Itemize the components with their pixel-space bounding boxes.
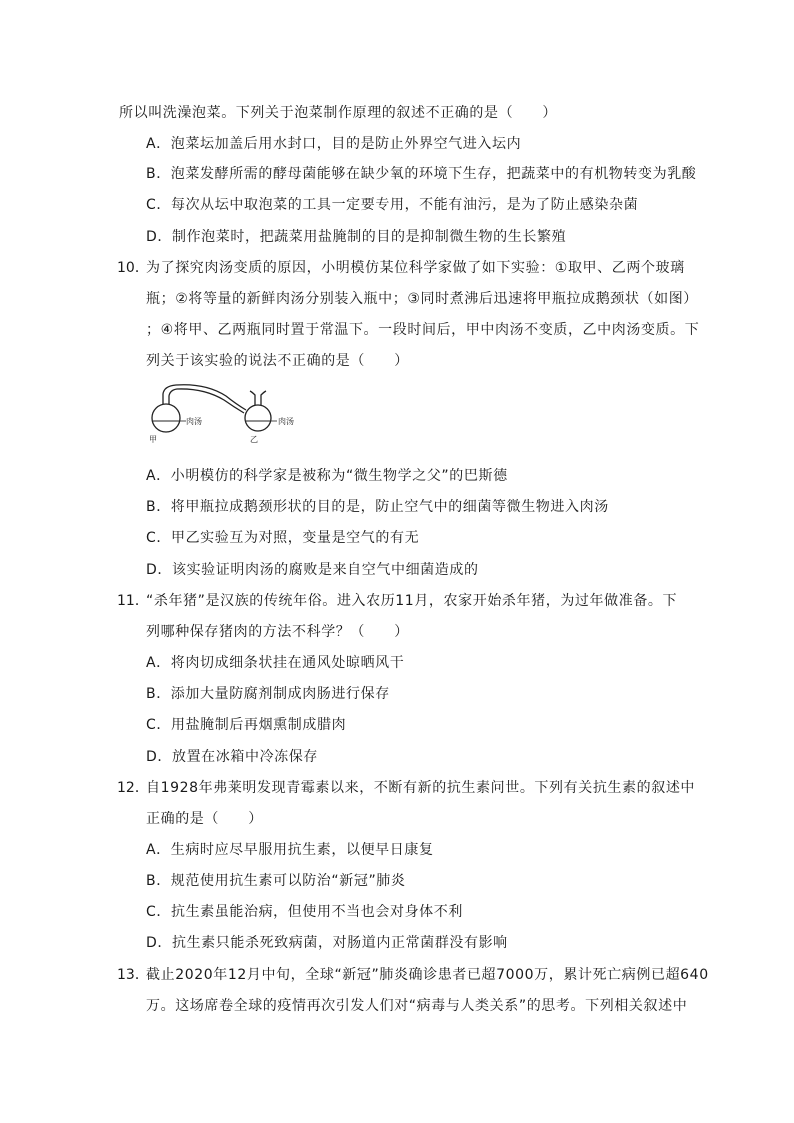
q12-stem-line-2: 正确的是（ ） (146, 811, 263, 827)
swan-neck-flask-figure (146, 380, 316, 446)
q11-option-a: A．将肉切成细条状挂在通风处晾晒风干 (146, 655, 405, 671)
q13-stem-line-2: 万。这场席卷全球的疫情再次引发人们对“病毒与人类关系”的思考。下列相关叙述中 (146, 998, 688, 1014)
q12-stem-line-1: 自1928年弗莱明发现青霉素以来，不断有新的抗生素问世。下列有关抗生素的叙述中 (146, 780, 696, 796)
q9-stem-tail: 所以叫洗澡泡菜。下列关于泡菜制作原理的叙述不正确的是（ ） (119, 105, 557, 121)
q10-option-c: C．甲乙实验互为对照，变量是空气的有无 (146, 530, 420, 546)
q9-option-c: C．每次从坛中取泡菜的工具一定要专用，不能有油污，是为了防止感染杂菌 (146, 197, 639, 213)
q10-number: 10． (117, 260, 149, 276)
q11-stem-line-1: “杀年猪”是汉族的传统年俗。进入农历11月，农家开始杀年猪，为过年做准备。下 (146, 593, 678, 609)
q11-stem-line-2: 列哪种保存猪肉的方法不科学？（ ） (146, 624, 409, 640)
q10-option-b: B．将甲瓶拉成鹅颈形状的目的是，防止空气中的细菌等微生物进入肉汤 (146, 499, 609, 515)
q12-number: 12． (117, 780, 149, 796)
q9-option-b: B．泡菜发酵所需的酵母菌能够在缺少氧的环境下生存，把蔬菜中的有机物转变为乳酸 (146, 166, 697, 182)
q12-option-b: B．规范使用抗生素可以防治“新冠”肺炎 (146, 873, 406, 889)
q13-stem-line-1: 截止2020年12月中旬，全球“新冠”肺炎确诊患者已超7000万，累计死亡病例已超640 (146, 967, 709, 983)
flask-b-label: 乙 (250, 435, 258, 444)
broth-label-a: 肉汤 (186, 417, 202, 426)
q10-option-d: D．该实验证明肉汤的腐败是来自空气中细菌造成的 (146, 562, 479, 578)
q11-option-b: B．添加大量防腐剂制成肉肠进行保存 (146, 686, 390, 702)
q11-number: 11． (117, 593, 149, 609)
q9-option-a: A．泡菜坛加盖后用水封口，目的是防止外界空气进入坛内 (146, 136, 522, 152)
q9-option-d: D．制作泡菜时，把蔬菜用盐腌制的目的是抑制微生物的生长繁殖 (146, 229, 567, 245)
q12-option-a: A．生病时应尽早服用抗生素，以便早日康复 (146, 842, 434, 858)
q10-stem-line-1: 为了探究肉汤变质的原因，小明模仿某位科学家做了如下实验：①取甲、乙两个玻璃 (146, 260, 685, 276)
q10-stem-line-4: 列关于该实验的说法不正确的是（ ） (146, 353, 409, 369)
flask-a-label: 甲 (149, 435, 157, 444)
q11-option-d: D．放置在冰箱中冷冻保存 (146, 749, 318, 765)
flask-b (245, 391, 277, 431)
q10-stem-line-3: ；④将甲、乙两瓶同时置于常温下。一段时间后，甲中肉汤不变质，乙中肉汤变质。下 (146, 322, 700, 338)
broth-label-b: 肉汤 (278, 417, 294, 426)
q12-option-c: C．抗生素虽能治病，但使用不当也会对身体不利 (146, 904, 463, 920)
q10-stem-line-2: 瓶；②将等量的新鲜肉汤分别装入瓶中；③同时煮沸后迅速将甲瓶拉成鹅颈状（如图） (146, 291, 698, 307)
q10-option-a: A．小明模仿的科学家是被称为“微生物学之父”的巴斯德 (146, 468, 508, 484)
q11-option-c: C．用盐腌制后再烟熏制成腊肉 (146, 717, 347, 733)
q12-option-d: D．抗生素只能杀死致病菌，对肠道内正常菌群没有影响 (146, 935, 508, 951)
q13-number: 13． (117, 967, 149, 983)
